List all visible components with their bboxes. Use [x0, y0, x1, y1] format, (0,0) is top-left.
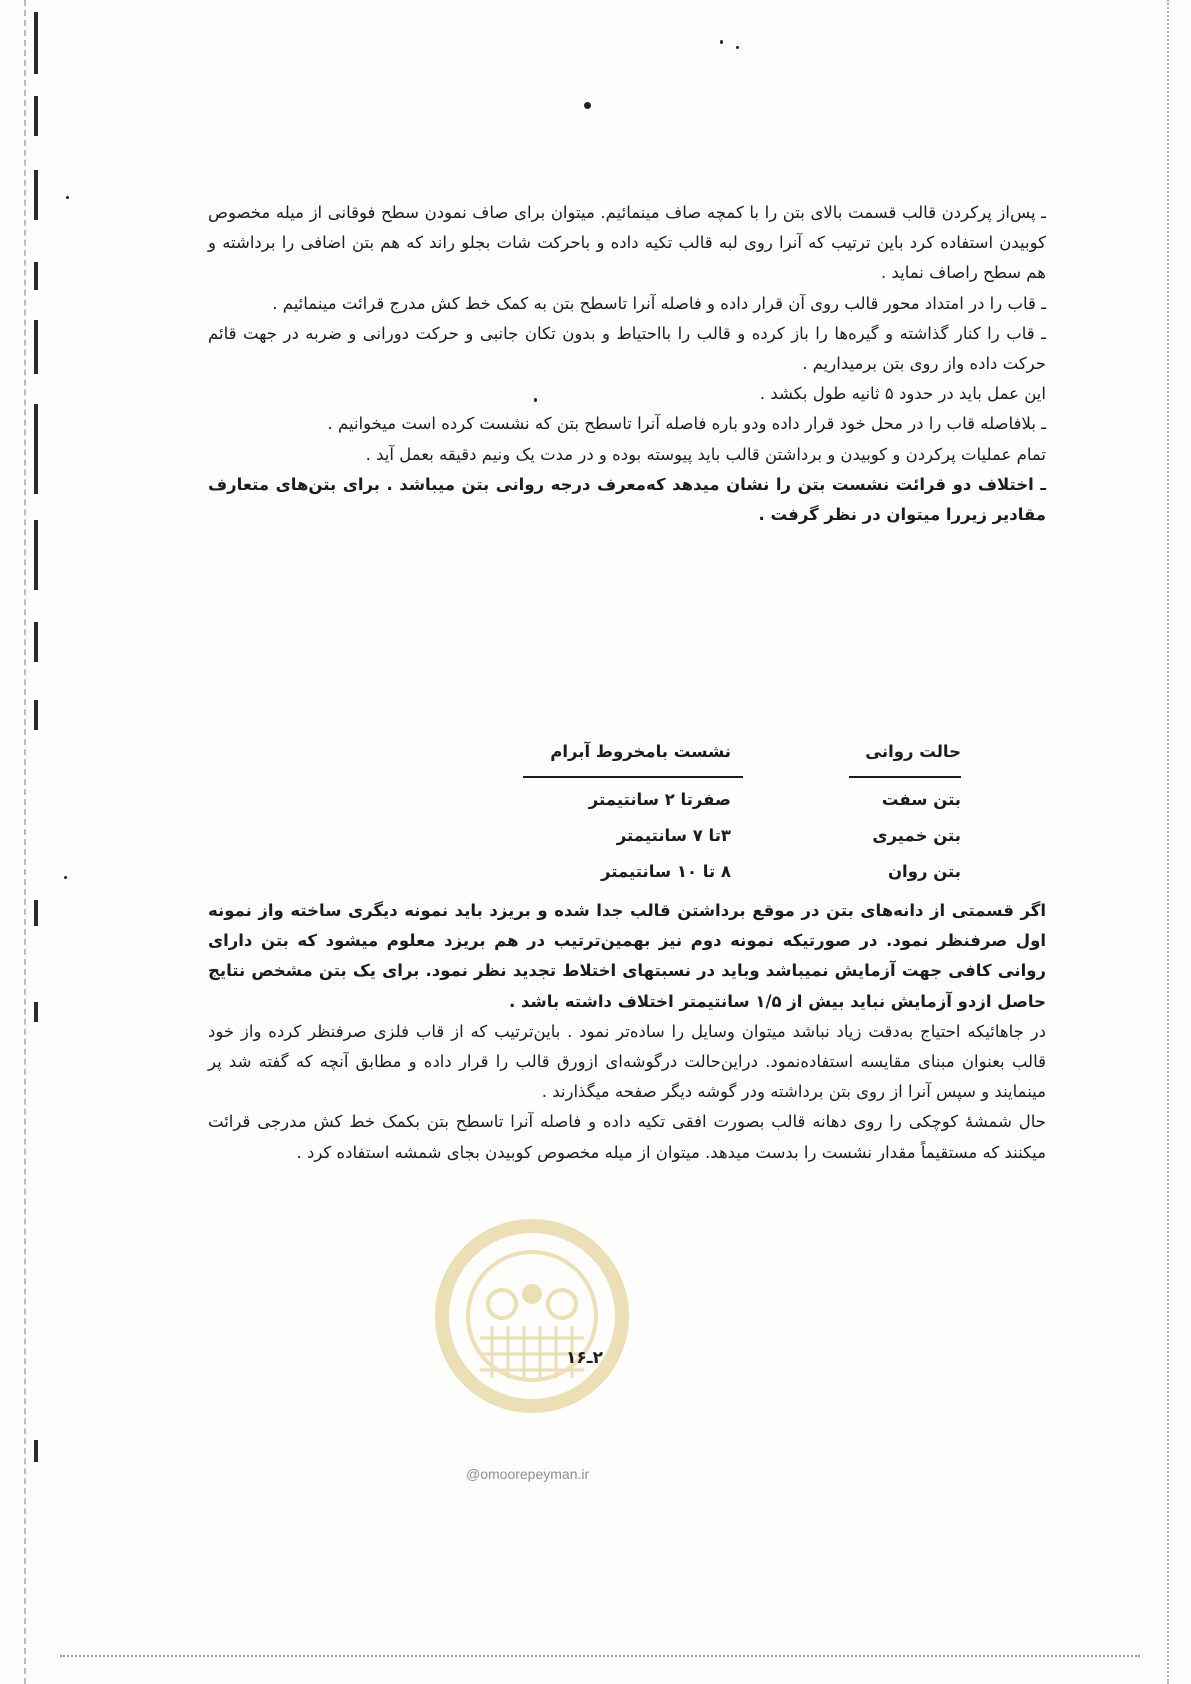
- paragraph-fill-mold: ـ پس‌از پرکردن قالب قسمت بالای بتن را با کمچه صاف مینمائیم. میتوان برای صاف نمودن سطح فوقانی از میله مخصوص کوبیدن استفاده کرد باین ترتیب که آنرا روی لبه قالب تکیه داده و باحرکت شات بجلو راند که هم بتن اضافی را برداشته و هم سطح راصاف نماید .: [208, 203, 1046, 283]
- scan-speck: [64, 876, 67, 879]
- body-text-continued: [208, 896, 1046, 1168]
- table-cell-slump: صفرتا ۲ سانتیمتر: [588, 790, 731, 809]
- slump-table: [381, 732, 961, 892]
- body-text: [208, 198, 1046, 530]
- scan-speck: [736, 46, 739, 49]
- scan-margin-mark: [34, 622, 38, 662]
- page-number: ۲ـ۱۶: [566, 1348, 603, 1368]
- table-header-state: حالت روانی: [865, 742, 961, 761]
- scan-margin-mark: [34, 12, 38, 74]
- scan-speck: [720, 40, 723, 44]
- scan-margin-mark: [34, 262, 38, 290]
- scan-margin-mark: [34, 700, 38, 730]
- watermark-logo: [432, 1208, 632, 1428]
- paragraph-total-time: تمام عملیات پرکردن و کوبیدن و برداشتن قالب باید پیوسته بوده و در مدت یک ونیم دقیقه بعمل آید .: [365, 444, 1046, 464]
- paragraph-second-reading: ـ بلافاصله قاب را در محل خود قرار داده ودو باره فاصله آنرا تاسطح بتن که نشست کرده است میخوانیم .: [327, 414, 1046, 434]
- paragraph-difference: ـ اختلاف دو قرائت نشست بتن را نشان میدهد که‌معرف درجه روانی بتن میباشد . برای بتن‌های متعارف مقادیر زیررا میتوان در نظر گرفت .: [208, 474, 1046, 525]
- table-cell-slump: ۸ تا ۱۰ سانتیمتر: [600, 862, 731, 881]
- scan-margin-mark: [34, 900, 38, 926]
- table-header-slump: نشست بامخروط آبرام: [550, 742, 731, 761]
- scan-bottom-line: [60, 1655, 1140, 1657]
- paragraph-measure-frame: ـ قاب را در امتداد محور قالب روی آن قرار داده و فاصله آنرا تاسطح بتن به کمک خط کش مدرج قرائت مینمائیم .: [272, 293, 1046, 313]
- paragraph-ruler: حال شمشهٔ کوچکی را روی دهانه قالب بصورت افقی تکیه داده و فاصله آنرا تاسطح بتن بکمک خط کش مدرجی قرائت میکنند که مستقیماً مقدار نشست را بدست میدهد. میتوان از میله مخصوص کوبیدن بجای شمشه استفاده کرد .: [208, 1112, 1046, 1162]
- scan-margin-mark: [34, 1440, 38, 1462]
- scan-speck: [584, 102, 591, 109]
- scan-margin-mark: [34, 170, 38, 220]
- watermark-site: @omoorepeyman.ir: [466, 1466, 590, 1482]
- scan-margin-line: [24, 0, 27, 1684]
- paragraph-simplified: در جاهائیکه احتیاج به‌دقت زیاد نباشد میتوان وسایل را ساده‌تر نمود . باین‌ترتیب که از قاب فلزی صرفنظر کرده واز خود قالب بعنوان مبنای مقایسه استفاده‌نمود. دراین‌حالت درگوشه‌ای ازورق قالب را قرار داده و مطابق آنچه که گفته شد پر مینمایند و سپس آنرا از روی بتن برداشته ودر گوشه دیگر صفحه میگذارند .: [208, 1021, 1046, 1102]
- paragraph-duration: این عمل باید در حدود ۵ ثانیه طول بکشد .: [759, 384, 1046, 404]
- header-underline: [523, 776, 743, 778]
- table-cell-state: بتن خمیری: [872, 826, 961, 845]
- scan-margin-mark: [34, 96, 38, 136]
- table-cell-state: بتن روان: [887, 862, 961, 881]
- scan-speck: [66, 196, 69, 199]
- paragraph-collapse: اگر قسمتی از دانه‌های بتن در موقع برداشتن قالب جدا شده و بریزد باید نمونه دیگری ساخته واز نمونه اول صرفنظر نمود. در صورتیکه نمونه دوم نیز بهمین‌ترتیب در هم بریزد معلوم میشود که بتن دارای روانی کافی جهت آزمایش نمیباشد وباید در نسبتهای اختلاط تجدید نظر نمود. برای یک بتن مشخص نتایج حاصل ازدو آزمایش نباید بیش از ۱/۵ سانتیمتر اختلاف داشته باشد .: [208, 901, 1046, 1011]
- scan-margin-mark: [34, 520, 38, 590]
- header-underline: [849, 776, 961, 778]
- table-cell-slump: ۳تا ۷ سانتیمتر: [616, 826, 731, 845]
- scan-margin-mark: [34, 1002, 38, 1022]
- table-cell-state: بتن سفت: [881, 790, 961, 809]
- scan-margin-mark: [34, 404, 38, 494]
- scan-right-edge: [1167, 0, 1169, 1684]
- paragraph-remove-mold: ـ قاب را کنار گذاشته و گیره‌ها را باز کرده و قالب را بااحتیاط و بدون تکان جانبی و حرکت دورانی و ضربه در جهت قائم حرکت داده واز روی بتن برمیداریم .: [208, 323, 1046, 374]
- scan-margin-mark: [34, 320, 38, 374]
